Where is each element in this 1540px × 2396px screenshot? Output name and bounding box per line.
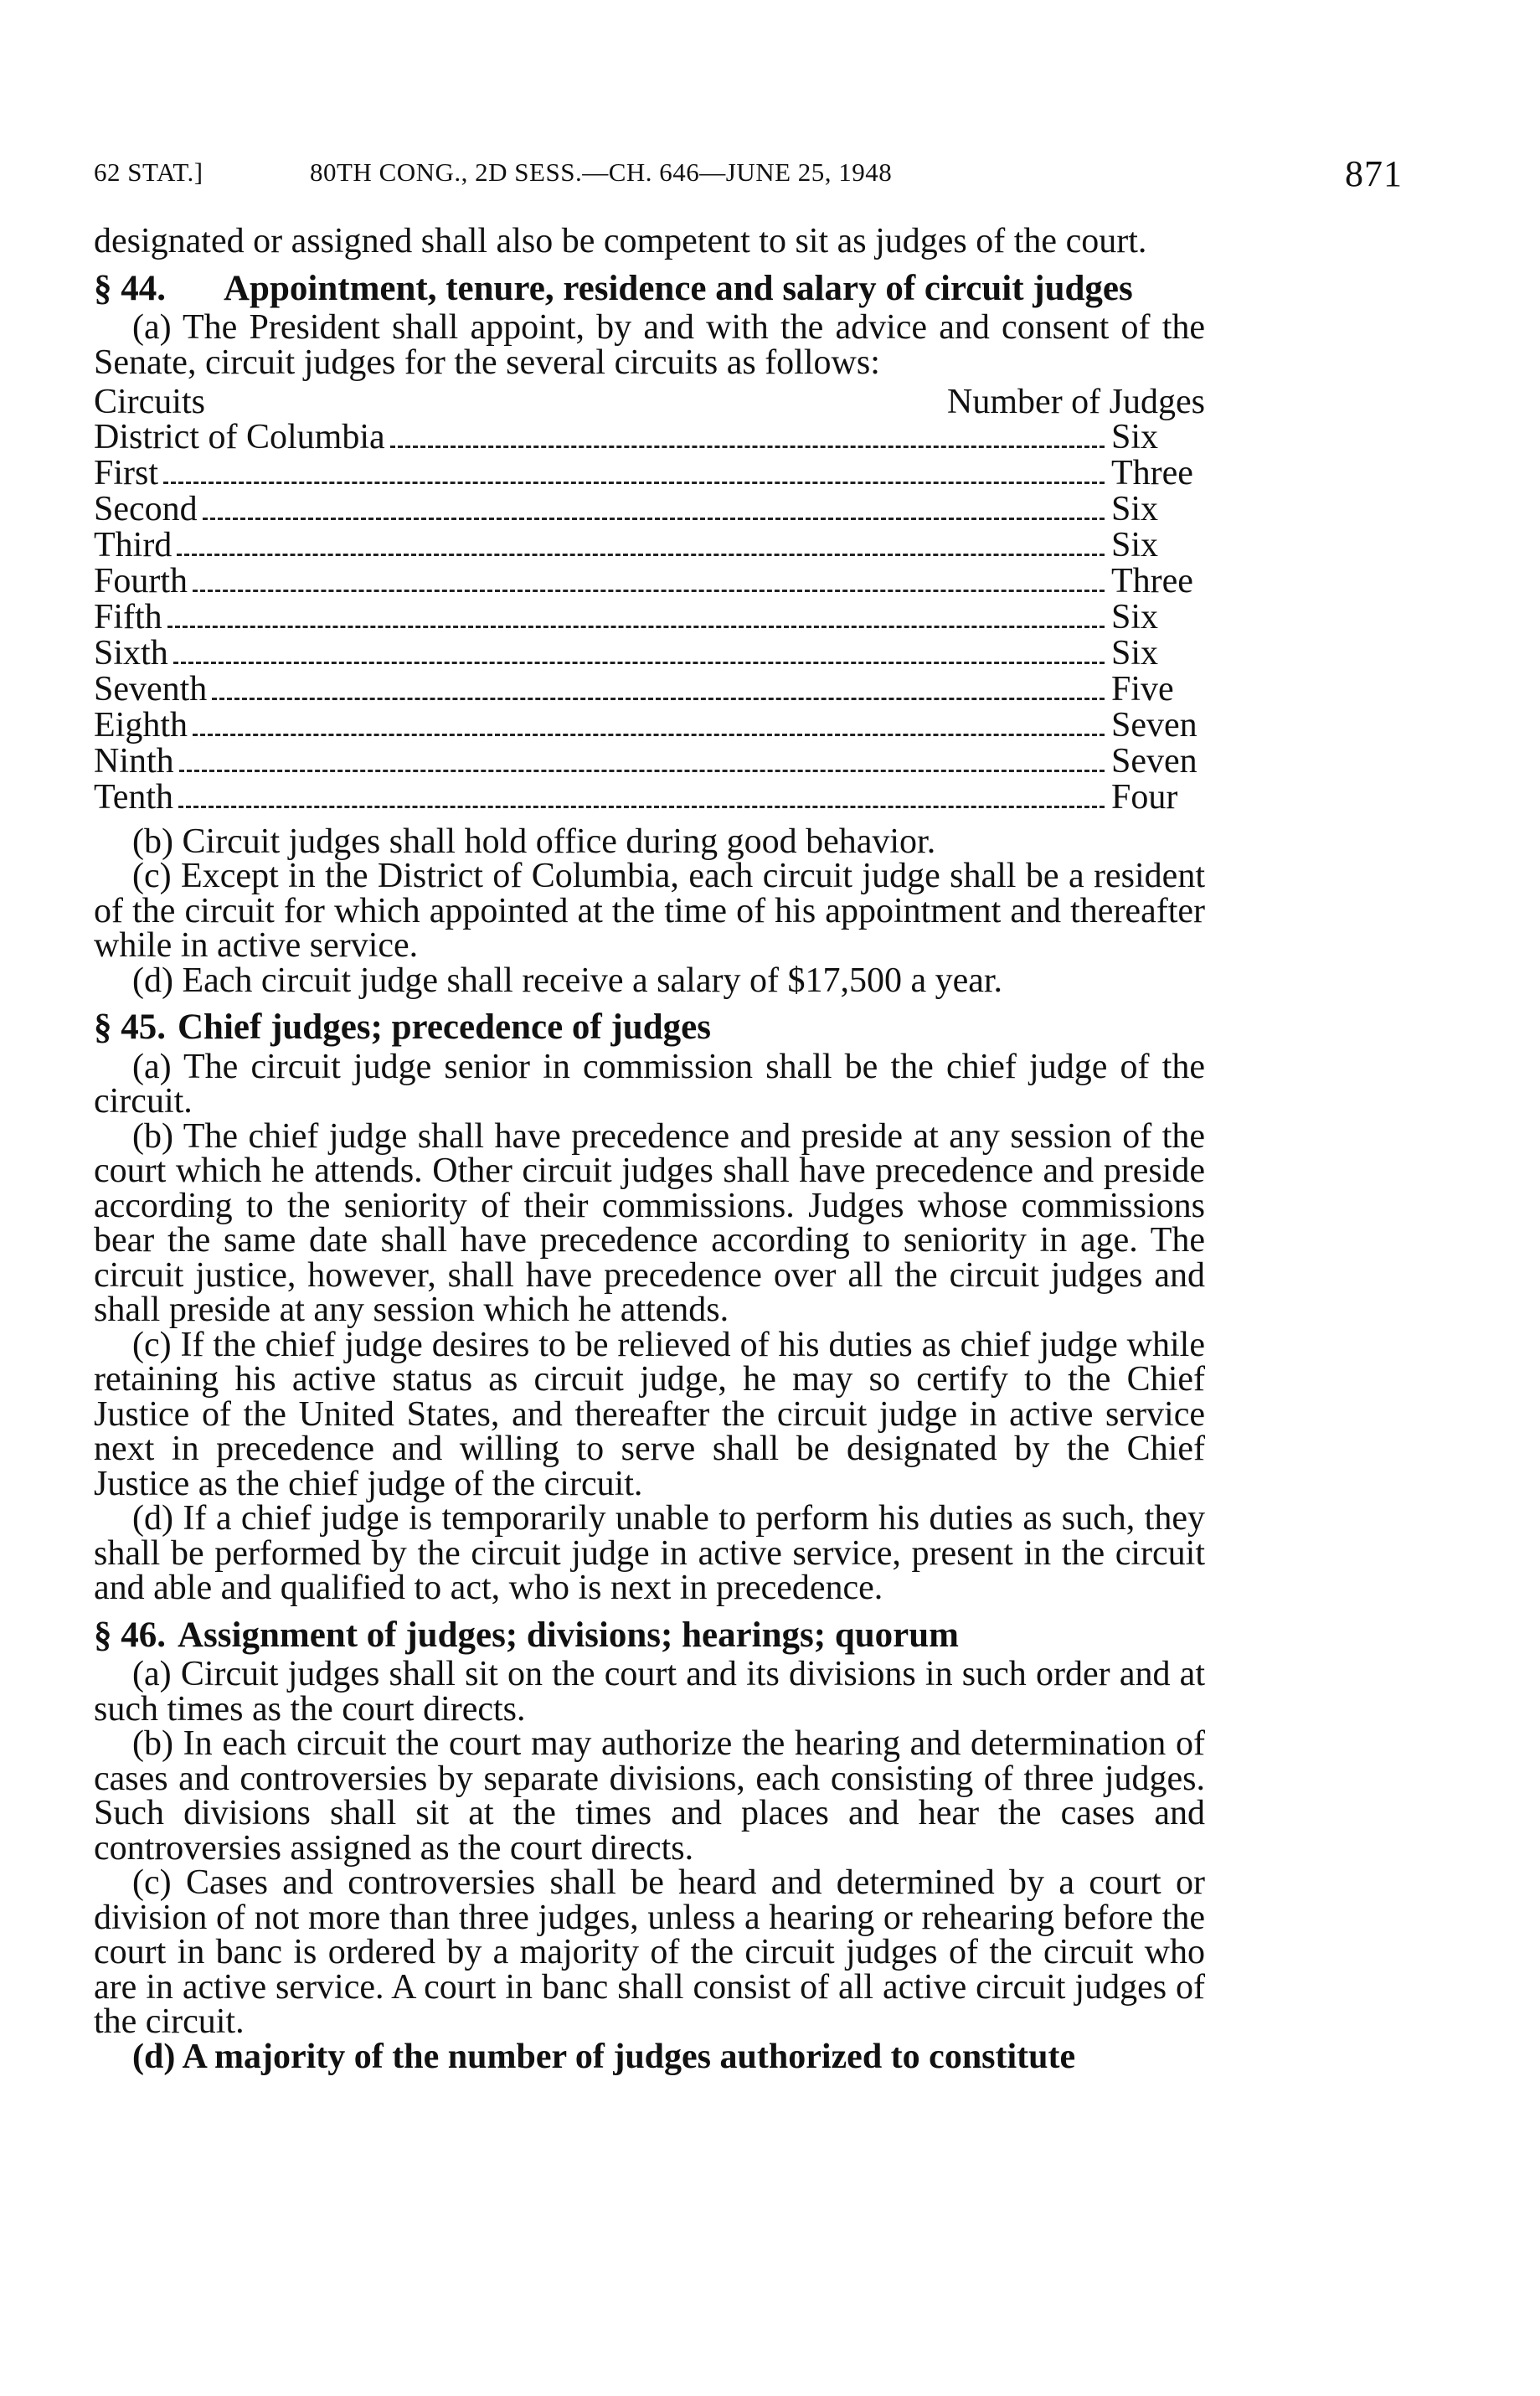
section-46-heading bbox=[94, 1615, 1205, 1655]
section-45-heading bbox=[94, 1007, 1205, 1047]
judges-count: Six bbox=[1111, 525, 1159, 564]
leader-dots bbox=[193, 734, 1105, 736]
section-46-para-d: (d) A majority of the number of judges authorized to constitute bbox=[132, 2037, 1076, 2076]
leader-dots bbox=[173, 662, 1105, 664]
judges-count: Seven bbox=[1111, 741, 1197, 781]
section-44-title: Appointment, tenure, residence and salary of circuit judges bbox=[224, 268, 1133, 308]
page-number: 871 bbox=[1345, 153, 1403, 194]
section-44-number: § 44. bbox=[94, 268, 166, 308]
table-row bbox=[94, 597, 1205, 636]
leader-dots bbox=[390, 446, 1105, 448]
leader-dots bbox=[193, 590, 1105, 592]
circuit-name: Tenth bbox=[94, 777, 174, 817]
section-45-para-a: (a) The circuit judge senior in commission shall be the chief judge of the circuit. bbox=[94, 1047, 1205, 1121]
leader-dots bbox=[212, 698, 1105, 700]
section-46-para-a: (a) Circuit judges shall sit on the court and its divisions in such order and at such times as the court directs. bbox=[94, 1655, 1205, 1729]
circuit-name: Fifth bbox=[94, 597, 162, 636]
section-45-para-d: (d) If a chief judge is temporarily unable to perform his duties as such, they shall be performed by the circuit judge in active service, present in the circuit and able and qualified to act, who is next in precedence. bbox=[94, 1499, 1205, 1607]
leader-dots bbox=[179, 770, 1105, 772]
leader-dots bbox=[167, 626, 1105, 628]
col-judges-header: Number of Judges bbox=[947, 383, 1205, 421]
circuit-name: District of Columbia bbox=[94, 417, 385, 456]
section-45-title: Chief judges; precedence of judges bbox=[178, 1007, 711, 1047]
circuit-name: Fourth bbox=[94, 561, 188, 600]
circuit-name: Ninth bbox=[94, 741, 174, 781]
judges-count: Six bbox=[1111, 597, 1159, 636]
section-46-para-c: (c) Cases and controversies shall be heard and determined by a court or division of not more than three judges, unless a hearing or rehearing before the court in banc is ordered by a majority of the circuit judges of the circuit who are in active service. A court in banc shall consist of all active circuit judges of the circuit. bbox=[94, 1863, 1205, 2041]
table-row bbox=[94, 525, 1205, 564]
judges-count: Seven bbox=[1111, 705, 1197, 745]
circuit-name: First bbox=[94, 453, 159, 492]
table-row bbox=[94, 453, 1205, 492]
section-44-para-d: (d) Each circuit judge shall receive a salary of $17,500 a year. bbox=[132, 961, 1003, 1000]
table-row bbox=[94, 561, 1205, 600]
circuit-name: Third bbox=[94, 525, 173, 564]
section-45-para-b: (b) The chief judge shall have precedence and preside at any session of the court which he attends. Other circuit judges shall have precedence and preside according to the seniority of their commissions. Judges whose commissions bear the same date shall have precedence according to seniority in age. The circuit justice, however, shall have precedence over all the circuit judges and shall preside at any session which he attends. bbox=[94, 1116, 1205, 1329]
judges-count: Three bbox=[1111, 453, 1193, 492]
intro-paragraph: designated or assigned shall also be competent to sit as judges of the court. bbox=[94, 222, 1147, 260]
section-44-para-c: (c) Except in the District of Columbia, each circuit judge shall be a resident of the circuit for which appointed at the time of his appointment and thereafter while in active service. bbox=[94, 857, 1205, 965]
table-row bbox=[94, 705, 1205, 745]
section-46-para-b: (b) In each circuit the court may authorize the hearing and determination of cases and controversies by separate divisions, each consisting of three judges. Such divisions shall sit at the times and places and hear the cases and controversies assigned as the court directs. bbox=[94, 1724, 1205, 1868]
leader-dots bbox=[203, 518, 1105, 520]
section-44-para-b: (b) Circuit judges shall hold office during good behavior. bbox=[132, 822, 936, 861]
leader-dots bbox=[163, 482, 1105, 484]
circuit-name: Seventh bbox=[94, 669, 208, 708]
judges-count: Six bbox=[1111, 489, 1159, 528]
circuit-name: Second bbox=[94, 489, 198, 528]
table-row bbox=[94, 669, 1205, 708]
table-row bbox=[94, 633, 1205, 672]
judges-count: Six bbox=[1111, 417, 1159, 456]
table-row bbox=[94, 489, 1205, 528]
table-row bbox=[94, 417, 1205, 456]
section-44-para-a: (a) The President shall appoint, by and with the advice and consent of the Senate, circuit judges for the several circuits as follows: bbox=[94, 308, 1205, 382]
section-46-number: § 46. bbox=[94, 1615, 166, 1655]
section-46-title: Assignment of judges; divisions; hearings; quorum bbox=[178, 1615, 959, 1655]
table-row bbox=[94, 777, 1205, 817]
leader-dots bbox=[178, 806, 1105, 808]
running-header-session: 80TH CONG., 2D SESS.—CH. 646—JUNE 25, 1948 bbox=[310, 157, 893, 187]
circuits-table bbox=[94, 385, 1205, 817]
circuits-table-header bbox=[94, 385, 1205, 420]
circuit-name: Eighth bbox=[94, 705, 188, 745]
judges-count: Three bbox=[1111, 561, 1193, 600]
judges-count: Four bbox=[1111, 777, 1178, 817]
running-header-statute: 62 STAT.] bbox=[94, 157, 203, 187]
leader-dots bbox=[177, 554, 1105, 556]
section-45-number: § 45. bbox=[94, 1007, 166, 1047]
judges-count: Six bbox=[1111, 633, 1159, 672]
section-44-heading bbox=[94, 268, 1205, 308]
table-row bbox=[94, 741, 1205, 781]
circuit-name: Sixth bbox=[94, 633, 168, 672]
judges-count: Five bbox=[1111, 669, 1174, 708]
section-45-para-c: (c) If the chief judge desires to be relieved of his duties as chief judge while retaining his active status as circuit judge, he may so certify to the Chief Justice of the United States, and thereafter the circuit judge in active service next in precedence and willing to serve shall be designated by the Chief Justice as the chief judge of the circuit. bbox=[94, 1325, 1205, 1503]
col-circuits-header: Circuits bbox=[94, 383, 205, 421]
page-body bbox=[94, 224, 1205, 2074]
